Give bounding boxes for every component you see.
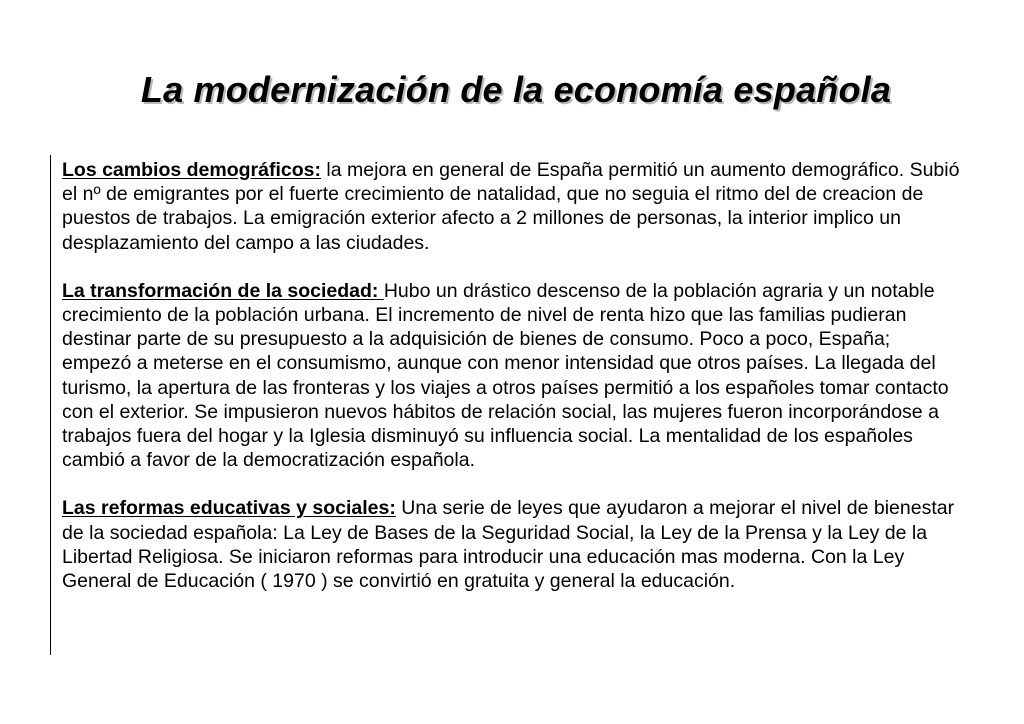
content-block — [50, 155, 962, 655]
section-text: la mejora en general de España permitió un aumento demográfico. Subió el nº de emigrantes por el fuerte crecimiento de natalidad, que no seguia el ritmo del de creacion de puestos de trabajos. La emigración exterior afecto a 2 millones de personas, la interior implico un desplazamiento del campo a las ciudades. — [62, 159, 960, 254]
paragraph-educational-social-reforms — [62, 496, 962, 593]
slide-title: La modernización de la economía española — [140, 69, 892, 110]
paragraph-society-transformation — [62, 279, 962, 473]
section-heading: Las reformas educativas y sociales: — [62, 497, 396, 520]
section-text: Una serie de leyes que ayudaron a mejorar el nivel de bienestar de la sociedad española: La Ley de Bases de la Seguridad Social, la Ley de la Prensa y la Ley de la Libertad Religiosa. Se iniciaron reformas para introducir una educación mas moderna. Con la Ley General de Educación ( 1970 ) se convirtió en gratuita y general la educación. — [62, 497, 955, 593]
section-heading: La transformación de la sociedad: — [62, 279, 384, 302]
paragraph-demographic-changes — [62, 158, 962, 255]
section-text: Hubo un drástico descenso de la población agraria y un notable crecimiento de la población urbana. El incremento de nivel de renta hizo que las familias pudieran destinar parte de su presupuesto a la adquisición de bienes de consumo. Poco a poco, España; empezó a meterse en el consumismo, aunque con menor intensidad que otros países. La llegada del turismo, la apertura de las fronteras y los viajes a otros países permitió a los españoles tomar contacto con el exterior. Se impusieron nuevos hábitos de relación social, las mujeres fueron incorporándose a trabajos fuera del hogar y la Iglesia disminuyó su influencia social. La mentalidad de los españoles cambió a favor de la democratización española. — [62, 279, 949, 472]
section-heading: Los cambios demográficos: — [62, 159, 321, 181]
